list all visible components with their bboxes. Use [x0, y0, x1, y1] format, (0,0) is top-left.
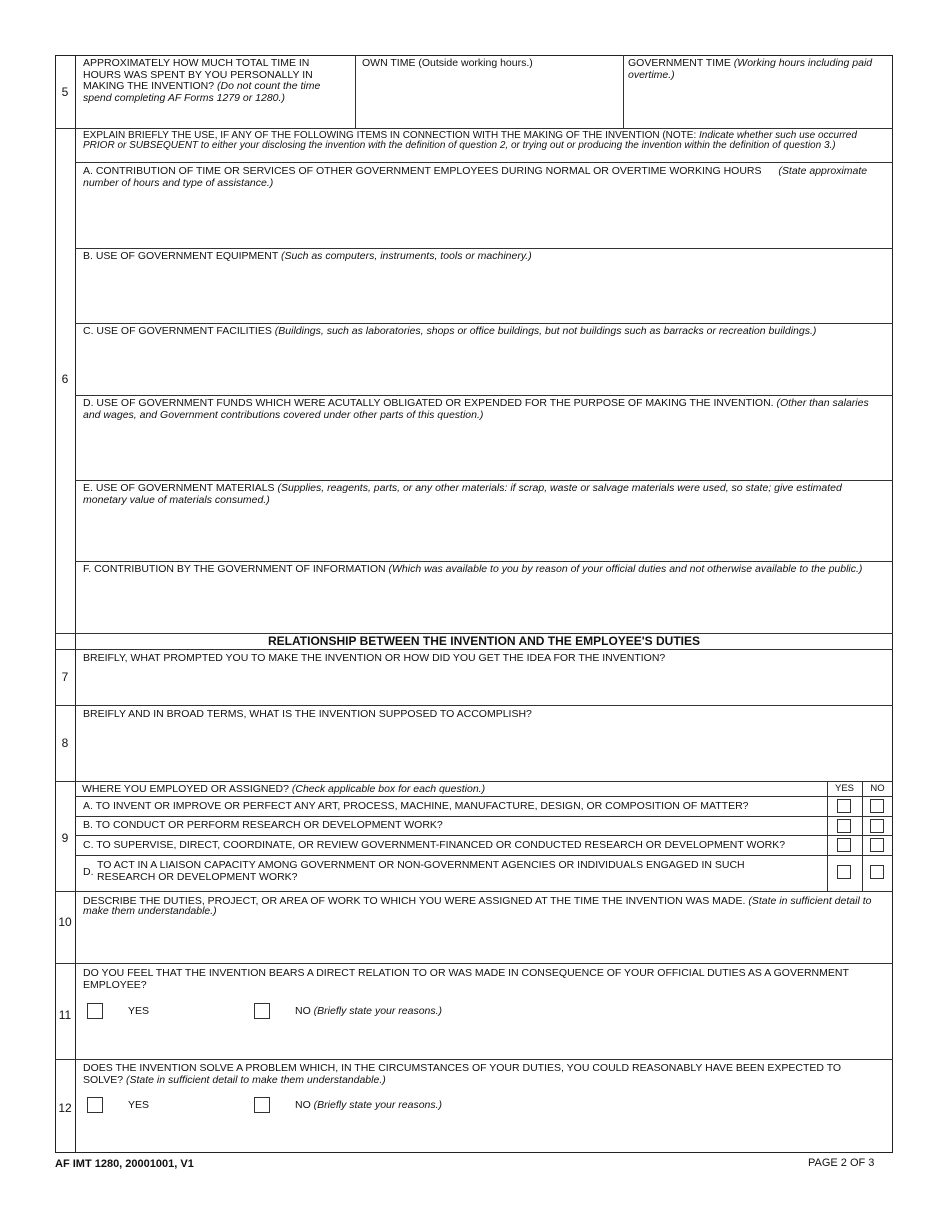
form-page: [55, 55, 893, 1155]
q5-divider-1: [355, 55, 356, 128]
q6-item-d-note: (Other than salaries and wages, and Government contributions covered under other parts of this question.): [83, 397, 869, 421]
q11-no-label: [295, 1006, 442, 1018]
q9-item-b: B. TO CONDUCT OR PERFORM RESEARCH OR DEVELOPMENT WORK?: [83, 819, 443, 831]
divider: [55, 891, 893, 892]
q6-item-b[interactable]: [83, 251, 873, 263]
q6-item-e-note: (Supplies, reagents, parts, or any other materials: if scrap, waste or salvage materials were used, so state; give estimated monetary value of materials consumed.): [83, 482, 842, 506]
divider: [55, 1059, 893, 1060]
q9-question: [82, 784, 822, 796]
q6-item-a-note: (State approximate number of hours and type of assistance.): [83, 165, 868, 189]
divider: [55, 128, 893, 129]
q6-intro-main: EXPLAIN BRIEFLY THE USE, IF ANY OF THE FOLLOWING ITEMS IN CONNECTION WITH THE MAKING OF THE INVENTION (NOTE:: [83, 130, 697, 141]
q6-item-b-note: (Such as computers, instruments, tools or machinery.): [280, 250, 532, 262]
q11-no-text: NO: [295, 1005, 311, 1017]
divider: [75, 835, 893, 836]
divider: [55, 649, 893, 650]
divider: [75, 323, 893, 324]
q9-item-a: A. TO INVENT OR IMPROVE OR PERFECT ANY ART, PROCESS, MACHINE, MANUFACTURE, DESIGN, OR COMPOSITION OF MATTER?: [83, 800, 749, 812]
q9-no-header: NO: [870, 783, 885, 794]
q6-item-f-note: (Which was available to you by reason of your official duties and not otherwise available to the public.): [388, 563, 863, 575]
q9-item-d: TO ACT IN A LIAISON CAPACITY AMONG GOVERNMENT OR NON-GOVERNMENT AGENCIES OR INDIVIDUALS ENGAGED IN SUCH RESEARCH OR DEVELOPMENT WORK?: [97, 859, 745, 883]
q11-yes-label: YES: [128, 1005, 150, 1017]
q9-item-c: C. TO SUPERVISE, DIRECT, COORDINATE, OR REVIEW GOVERNMENT-FINANCED OR CONDUCTED RESEARCH OR DEVELOPMENT WORK?: [83, 839, 786, 851]
page-number: PAGE 2 OF 3: [808, 1157, 875, 1169]
q9-question-note: (Check applicable box for each question.): [291, 783, 486, 795]
q9-item-c-yes-checkbox[interactable]: [837, 838, 851, 852]
q5-question: [83, 58, 343, 104]
number-column-divider: [75, 55, 76, 1153]
q5-gov-time-note: (Working hours including paid overtime.): [628, 57, 873, 81]
q6-item-c-label: C. USE OF GOVERNMENT FACILITIES: [83, 325, 272, 337]
q12-yes-label: YES: [128, 1099, 150, 1111]
divider: [75, 855, 893, 856]
section-heading: RELATIONSHIP BETWEEN THE INVENTION AND THE EMPLOYEE'S DUTIES: [268, 634, 700, 648]
q5-divider-2: [623, 55, 624, 128]
divider: [75, 480, 893, 481]
q6-item-d[interactable]: [83, 398, 873, 421]
q9-item-a-no-checkbox[interactable]: [870, 799, 884, 813]
q9-item-c-no-checkbox[interactable]: [870, 838, 884, 852]
q6-item-e-label: E. USE OF GOVERNMENT MATERIALS: [83, 482, 275, 494]
question-number-7: 7: [61, 670, 69, 684]
q12-question-note: (State in sufficient detail to make them understandable.): [126, 1073, 386, 1086]
q6-intro: [83, 131, 873, 151]
q5-own-time-field[interactable]: OWN TIME (Outside working hours.): [362, 57, 533, 69]
q10-question-main: DESCRIBE THE DUTIES, PROJECT, OR AREA OF WORK TO WHICH YOU WERE ASSIGNED AT THE TIME THE INVENTION WAS MADE.: [83, 895, 746, 907]
q11-no-note: (Briefly state your reasons.): [313, 1005, 443, 1017]
q6-item-d-label: D. USE OF GOVERNMENT FUNDS WHICH WERE ACUTALLY OBLIGATED OR EXPENDED FOR THE PURPOSE OF MAKING THE INVENTION.: [83, 397, 774, 409]
q12-no-checkbox[interactable]: [254, 1097, 270, 1113]
q9-no-column-divider: [862, 781, 863, 891]
question-number-6: 6: [61, 372, 69, 386]
q11-no-checkbox[interactable]: [254, 1003, 270, 1019]
q9-item-d-no-checkbox[interactable]: [870, 865, 884, 879]
q10-question-note: (State in sufficient detail to make them understandable.): [83, 895, 872, 917]
q6-item-f-label: F. CONTRIBUTION BY THE GOVERNMENT OF INFORMATION: [83, 563, 386, 575]
q9-question-main: WHERE YOU EMPLOYED OR ASSIGNED?: [82, 783, 289, 795]
q12-question-main: DOES THE INVENTION SOLVE A PROBLEM WHICH, IN THE CIRCUMSTANCES OF YOUR DUTIES, YOU COULD REASONABLY HAVE BEEN EXPECTED TO SOLVE?: [83, 1062, 842, 1086]
q6-item-c-note: (Buildings, such as laboratories, shops or office buildings, but not buildings such as barracks or recreation buildings.): [274, 325, 817, 337]
q5-gov-time-field[interactable]: [628, 58, 888, 81]
q9-item-d-yes-checkbox[interactable]: [837, 865, 851, 879]
divider: [75, 162, 893, 163]
q6-item-e[interactable]: [83, 483, 873, 506]
q6-item-b-label: B. USE OF GOVERNMENT EQUIPMENT: [83, 250, 279, 262]
q12-no-label: [295, 1100, 442, 1112]
question-number-11: 11: [58, 1008, 72, 1022]
divider: [75, 248, 893, 249]
q6-item-f[interactable]: [83, 564, 873, 576]
q11-yes-checkbox[interactable]: [87, 1003, 103, 1019]
divider: [55, 963, 893, 964]
q9-item-a-yes-checkbox[interactable]: [837, 799, 851, 813]
divider: [55, 781, 893, 782]
divider: [75, 395, 893, 396]
q5-gov-time-label: GOVERNMENT TIME: [628, 57, 731, 69]
q9-item-b-no-checkbox[interactable]: [870, 819, 884, 833]
question-number-5: 5: [61, 85, 69, 99]
q8-question[interactable]: BREIFLY AND IN BROAD TERMS, WHAT IS THE INVENTION SUPPOSED TO ACCOMPLISH?: [83, 708, 532, 720]
q12-no-note: (Briefly state your reasons.): [313, 1099, 443, 1111]
question-number-9: 9: [61, 831, 69, 845]
q6-item-a[interactable]: [83, 166, 873, 189]
divider: [75, 561, 893, 562]
q12-yes-checkbox[interactable]: [87, 1097, 103, 1113]
q9-item-d-letter: D.: [83, 866, 94, 878]
q12-no-text: NO: [295, 1099, 311, 1111]
q10-question[interactable]: [83, 896, 873, 916]
divider: [75, 816, 893, 817]
q6-item-a-label: A. CONTRIBUTION OF TIME OR SERVICES OF OTHER GOVERNMENT EMPLOYEES DURING NORMAL OR OVERTIME WORKING HOURS: [83, 165, 762, 177]
q5-question-note: (Do not count the time spend completing AF Forms 1279 or 1280.): [83, 80, 321, 104]
q12-question: [83, 1063, 883, 1086]
q9-yes-header: YES: [834, 783, 854, 794]
q9-item-b-yes-checkbox[interactable]: [837, 819, 851, 833]
q11-question: DO YOU FEEL THAT THE INVENTION BEARS A DIRECT RELATION TO OR WAS MADE IN CONSEQUENCE OF YOUR OFFICIAL DUTIES AS A GOVERNMENT EMPLOYEE?: [83, 967, 849, 991]
q6-item-c[interactable]: [83, 326, 873, 338]
question-number-8: 8: [61, 736, 69, 750]
q9-yes-column-divider: [827, 781, 828, 891]
question-number-10: 10: [58, 915, 72, 929]
divider: [75, 796, 893, 797]
form-id: AF IMT 1280, 20001001, V1: [55, 1158, 194, 1170]
q7-question[interactable]: BREIFLY, WHAT PROMPTED YOU TO MAKE THE INVENTION OR HOW DID YOU GET THE IDEA FOR THE INVENTION?: [83, 652, 666, 664]
q5-question-main: APPROXIMATELY HOW MUCH TOTAL TIME IN HOURS WAS SPENT BY YOU PERSONALLY IN MAKING THE INVENTION?: [83, 57, 313, 92]
question-number-12: 12: [58, 1101, 72, 1115]
divider: [55, 705, 893, 706]
q6-intro-note: Indicate whether such use occurred PRIOR or SUBSEQUENT to either your disclosing the invention with the definition of question 2, or trying out or producing the invention within the definition of question 3.): [83, 130, 857, 151]
